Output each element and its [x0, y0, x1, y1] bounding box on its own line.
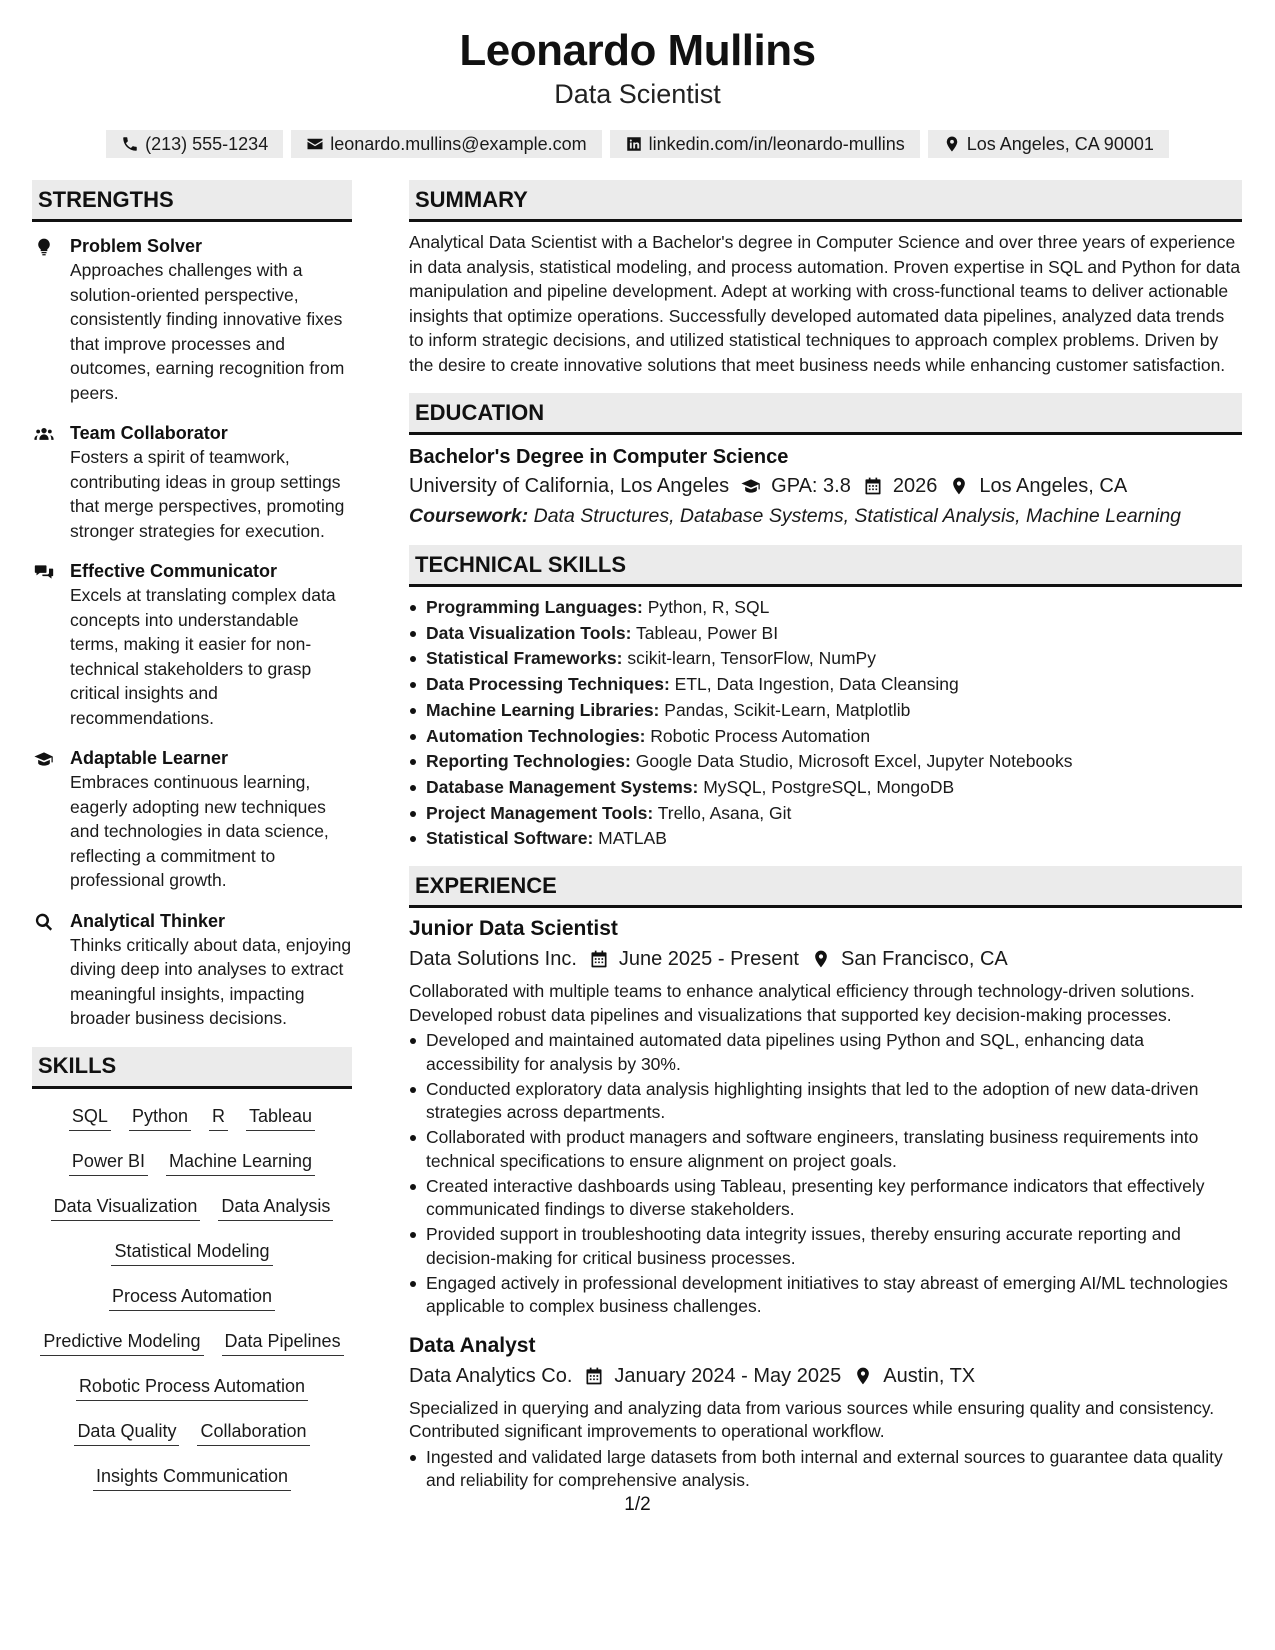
location-pin-icon — [943, 135, 961, 153]
school-name: University of California, Los Angeles — [409, 475, 730, 497]
magnifier-icon — [34, 912, 54, 932]
tech-skill-value: scikit-learn, TensorFlow, NumPy — [627, 648, 876, 669]
skill-tag: Power BI — [69, 1148, 148, 1176]
skill-tag: Process Automation — [109, 1283, 275, 1311]
job-bullets — [409, 1029, 1242, 1319]
strength-item — [32, 559, 352, 730]
strength-desc: Excels at translating complex data concepts into understandable terms, making it easier for non-technical stakeholders to grasp critical insights and recommendations. — [70, 585, 336, 728]
skill-tag: Data Pipelines — [222, 1328, 344, 1356]
company-name: Data Analytics Co. — [409, 1364, 573, 1387]
contact-email-text: leonardo.mullins@example.com — [330, 133, 587, 154]
strengths-heading: STRENGTHS — [32, 180, 352, 222]
skill-tag: Data Quality — [74, 1418, 179, 1446]
job-bullet: Ingested and validated large datasets from both internal and external sources to guarantee data quality and reliability for comprehensive analysis. — [409, 1446, 1242, 1493]
tech-skill-label: Database Management Systems: — [426, 776, 699, 797]
tech-skill-value: MySQL, PostgreSQL, MongoDB — [703, 776, 955, 797]
job-entry — [409, 914, 1242, 1319]
contact-linkedin[interactable] — [610, 130, 920, 158]
tech-skill-value: Google Data Studio, Microsoft Excel, Jupyter Notebooks — [635, 751, 1073, 772]
strength-title: Analytical Thinker — [70, 910, 226, 931]
page-number: 1/2 — [624, 1494, 651, 1515]
strength-title: Team Collaborator — [70, 423, 228, 443]
job-dates: June 2025 - Present — [618, 948, 799, 971]
tech-skill-item — [409, 672, 1242, 698]
graduation-cap-icon — [34, 749, 54, 769]
education-entry — [409, 435, 1242, 545]
job-meta — [409, 1361, 1242, 1391]
tech-skill-item — [409, 621, 1242, 647]
coursework — [409, 501, 1242, 531]
tech-skill-label: Machine Learning Libraries: — [426, 699, 660, 720]
graduation-year: 2026 — [892, 475, 938, 497]
phone-icon — [121, 135, 139, 153]
skill-tag: Data Visualization — [51, 1193, 201, 1221]
job-bullet: Engaged actively in professional development initiatives to stay abreast of emerging AI/ML technologies applicable to complex business challenges. — [409, 1272, 1242, 1319]
tech-skill-item — [409, 826, 1242, 852]
location-pin-icon — [811, 949, 831, 969]
strength-desc: Embraces continuous learning, eagerly adopting new techniques and technologies in data science, reflecting a commitment to professional growth. — [70, 772, 329, 890]
skill-row — [109, 1283, 275, 1328]
strength-title: Problem Solver — [70, 236, 203, 256]
strength-desc: Thinks critically about data, enjoying diving deep into analyses to extract meaningful insights, impacting broader business decisions. — [70, 934, 352, 1028]
tech-skill-value: Pandas, Scikit-Learn, Matplotlib — [664, 699, 911, 720]
company-name: Data Solutions Inc. — [409, 948, 577, 971]
contact-location — [928, 130, 1169, 158]
tech-skill-value: ETL, Data Ingestion, Data Cleansing — [674, 674, 959, 695]
strength-item — [32, 421, 352, 543]
job-bullet: Provided support in troubleshooting data integrity issues, thereby ensuring accurate reporting and decision-making for critical business processes. — [409, 1223, 1242, 1270]
tech-skill-label: Programming Languages: — [426, 597, 643, 617]
skill-tag: Collaboration — [197, 1418, 309, 1446]
tech-skill-value: Tableau, Power BI — [636, 622, 779, 643]
tech-skill-label: Statistical Frameworks: — [426, 648, 623, 669]
tech-skill-item — [409, 724, 1242, 750]
skill-row — [74, 1418, 309, 1463]
calendar-icon — [863, 476, 883, 496]
strength-item — [32, 909, 352, 1031]
tech-skill-label: Data Visualization Tools: — [426, 622, 632, 643]
skill-tag: SQL — [69, 1103, 111, 1131]
skill-tag: Statistical Modeling — [111, 1238, 272, 1266]
right-column — [409, 180, 1242, 1508]
skill-row — [69, 1148, 315, 1193]
skill-tag: Robotic Process Automation — [76, 1373, 308, 1401]
tech-skill-label: Project Management Tools: — [426, 802, 654, 823]
job-description: Specialized in querying and analyzing data from various sources while ensuring quality and consistency. Contributed significant improvements to operational workflow. — [409, 1397, 1215, 1442]
summary-text: Analytical Data Scientist with a Bachelor's degree in Computer Science and over three years of experience in data analysis, statistical modeling, and process automation. Proven expertise in SQL and Python for data manipulation and pipeline development. Adept at working with cross-functional teams to deliver actionable insights that optimize operations. Successfully developed automated data pipelines, analyzed data trends to inform strategic decisions, and utilized statistical techniques to approach complex problems. Driven by the desire to create innovative solutions that meet business needs while enhancing customer satisfaction. — [409, 232, 1241, 375]
calendar-icon — [589, 949, 609, 969]
tech-skill-value: Robotic Process Automation — [650, 725, 871, 746]
candidate-name: Leonardo Mullins — [459, 26, 816, 75]
experience-list — [409, 908, 1242, 1493]
skill-row — [111, 1238, 272, 1283]
linkedin-icon — [625, 135, 643, 153]
strength-item — [32, 746, 352, 893]
calendar-icon — [584, 1366, 604, 1386]
contact-location-text: Los Angeles, CA 90001 — [966, 133, 1154, 154]
location-pin-icon — [853, 1366, 873, 1386]
tech-skill-item — [409, 801, 1242, 827]
contact-linkedin-text: linkedin.com/in/leonardo-mullins — [648, 133, 905, 154]
strengths-list — [32, 222, 352, 1031]
skill-tag: Data Analysis — [218, 1193, 333, 1221]
skill-tag: Predictive Modeling — [40, 1328, 203, 1356]
users-icon — [34, 424, 54, 444]
contact-email[interactable] — [291, 130, 601, 158]
skill-tag: Insights Communication — [93, 1463, 291, 1491]
strength-desc: Fosters a spirit of teamwork, contributing ideas in group settings that merge perspectives, promoting stronger strategies for execution. — [70, 447, 345, 541]
skills-list — [32, 1089, 352, 1508]
job-description: Collaborated with multiple teams to enhance analytical efficiency through technology-driven solutions. Developed robust data pipelines and visualizations that supported key decision-making processes. — [409, 981, 1195, 1025]
coursework-label: Coursework: — [409, 505, 529, 527]
strength-title: Effective Communicator — [70, 561, 278, 581]
contact-bar — [0, 130, 1275, 158]
resume-body — [32, 180, 1243, 1508]
skill-row — [51, 1193, 334, 1238]
resume-header — [0, 0, 1275, 158]
summary-heading: SUMMARY — [409, 180, 1242, 222]
experience-heading: EXPERIENCE — [409, 866, 1242, 908]
job-bullet: Developed and maintained automated data pipelines using Python and SQL, enhancing data accessibility for analysis by 30%. — [409, 1029, 1242, 1076]
job-bullet: Collaborated with product managers and software engineers, translating business requirements into technical specifications to ensure alignment on project goals. — [409, 1126, 1242, 1173]
skill-tag: Tableau — [246, 1103, 315, 1131]
skill-row — [76, 1373, 308, 1418]
education-meta — [409, 471, 1242, 501]
job-location: San Francisco, CA — [841, 948, 1008, 971]
location-pin-icon — [949, 476, 969, 496]
job-entry — [409, 1331, 1242, 1493]
contact-phone-text: (213) 555-1234 — [145, 133, 269, 154]
tech-skill-label: Statistical Software: — [426, 828, 594, 849]
job-bullets — [409, 1446, 1242, 1493]
tech-skill-value: Trello, Asana, Git — [657, 802, 792, 823]
strength-title: Adaptable Learner — [70, 748, 229, 768]
job-title: Data Analyst — [409, 1333, 536, 1357]
strength-item — [32, 234, 352, 405]
tech-skill-item — [409, 595, 1242, 621]
job-title: Junior Data Scientist — [409, 917, 618, 941]
tech-skill-item — [409, 646, 1242, 672]
skill-tag: Python — [129, 1103, 191, 1131]
candidate-title: Data Scientist — [554, 79, 721, 109]
tech-skill-label: Automation Technologies: — [426, 725, 646, 746]
skill-row — [40, 1328, 343, 1373]
coursework-list: Data Structures, Database Systems, Statistical Analysis, Machine Learning — [533, 505, 1182, 527]
job-meta — [409, 944, 1242, 974]
degree-name: Bachelor's Degree in Computer Science — [409, 446, 789, 468]
tech-skill-item — [409, 749, 1242, 775]
tech-skill-value: MATLAB — [598, 828, 667, 849]
strength-desc: Approaches challenges with a solution-oriented perspective, consistently finding innovative fixes that improve processes and outcomes, earning recognition from peers. — [70, 260, 345, 403]
lightbulb-icon — [34, 237, 54, 257]
school-location: Los Angeles, CA — [979, 475, 1128, 497]
job-bullet: Created interactive dashboards using Tableau, presenting key performance indicators that effectively communicated findings to diverse stakeholders. — [409, 1175, 1242, 1222]
job-dates: January 2024 - May 2025 — [614, 1364, 842, 1387]
tech-skill-value: Python, R, SQL — [647, 597, 770, 617]
left-column — [32, 180, 352, 1508]
envelope-icon — [306, 135, 324, 153]
graduation-cap-icon — [741, 476, 761, 496]
tech-skill-label: Reporting Technologies: — [426, 751, 631, 772]
gpa: GPA: 3.8 — [771, 475, 851, 497]
skills-heading: SKILLS — [32, 1047, 352, 1089]
tech-skill-item — [409, 775, 1242, 801]
job-bullet: Conducted exploratory data analysis highlighting insights that led to the adoption of new data-driven strategies across departments. — [409, 1078, 1242, 1125]
comments-icon — [34, 562, 54, 582]
skill-tag: R — [209, 1103, 228, 1131]
technical-skills-heading: TECHNICAL SKILLS — [409, 545, 1242, 587]
technical-skills-list — [409, 587, 1242, 866]
tech-skill-item — [409, 698, 1242, 724]
tech-skill-label: Data Processing Techniques: — [426, 674, 670, 695]
skill-row — [69, 1103, 315, 1148]
contact-phone[interactable] — [106, 130, 283, 158]
job-location: Austin, TX — [883, 1364, 976, 1387]
skill-tag: Machine Learning — [166, 1148, 315, 1176]
education-heading: EDUCATION — [409, 393, 1242, 435]
